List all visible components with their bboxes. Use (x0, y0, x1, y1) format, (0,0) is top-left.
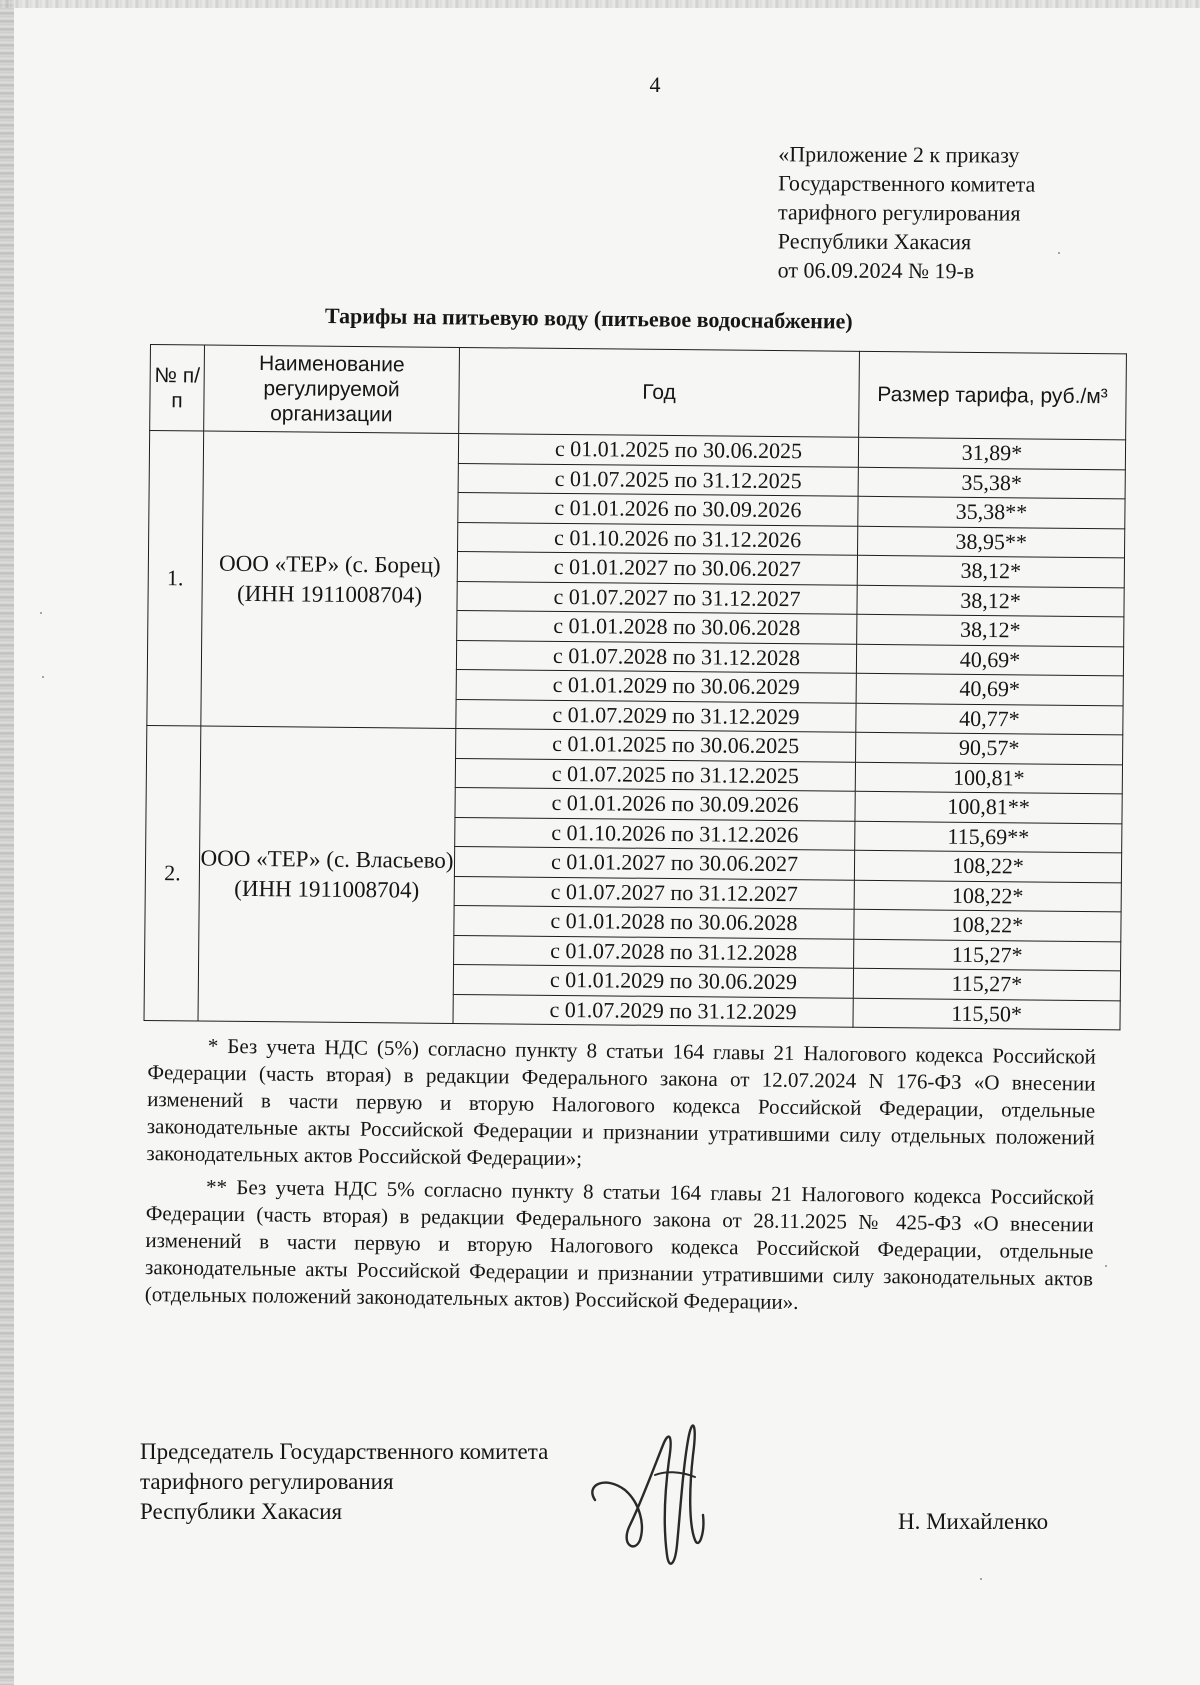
footnote-1: * Без учета НДС (5%) согласно пункту 8 статьи 164 главы 21 Налогового кодекса Российской Федерации (часть вторая) в редакции Федерального закона от 12.07.2024 N 176-ФЗ «О внесении изменений в части первую и вторую Налогового кодекса Российской Федерации, отдельные законодательные акты Российской Федерации и признании утратившими силу отдельных положений законодательных актов Российской Федерации»; (146, 1033, 1096, 1171)
appendix-line: Государственного комитета (778, 170, 1036, 197)
signatory-position-line: Республики Хакасия (140, 1499, 343, 1524)
header-rate: Размер тарифа, руб./м³ (859, 351, 1127, 440)
organization-cell: ООО «ТЕР» (с. Власьево) (ИНН 1911008704) (198, 726, 456, 1023)
footnote-2: ** Без учета НДС 5% согласно пункту 8 статьи 164 главы 21 Налогового кодекса Российской Федерации (часть вторая) в редакции Федерального закона от 28.11.2025 № 425-ФЗ «О внесении изменений в части первую и вторую Налогового кодекса Российской Федерации, отдельные законодательные акты Российской Федерации и признании утратившими силу законодательных актов (отдельных положений законодательных актов) Российской Федерации». (144, 1174, 1095, 1314)
period-cell: с 01.10.2026 по 31.12.2026 (458, 522, 858, 555)
scan-speck (1105, 1265, 1107, 1267)
period-cell: с 01.01.2028 по 30.06.2028 (454, 905, 854, 938)
signatory-name: Н. Михайленко (898, 1509, 1049, 1534)
tariff-rate-cell: 40,69* (856, 644, 1123, 676)
tariff-rate-cell: 31,89* (858, 437, 1125, 469)
organization-cell: ООО «ТЕР» (с. Борец) (ИНН 1911008704) (201, 431, 459, 728)
period-cell: с 01.07.2028 по 31.12.2028 (454, 935, 854, 968)
table-body (144, 431, 1126, 1030)
period-cell: с 01.07.2029 по 31.12.2029 (456, 699, 856, 732)
tariff-rate-cell: 38,12* (857, 585, 1124, 617)
period-cell: с 01.07.2029 по 31.12.2029 (453, 994, 853, 1027)
header-org: Наименование регулируемой организации (204, 345, 460, 433)
tariff-rate-cell: 38,12* (857, 555, 1124, 587)
tariff-rate-cell: 115,27* (854, 939, 1121, 971)
appendix-line: от 06.09.2024 № 19-в (777, 257, 975, 284)
tariff-rate-cell: 115,50* (853, 998, 1120, 1030)
scan-edge-left (0, 0, 14, 1685)
tariff-rate-cell: 40,69* (856, 673, 1123, 705)
handwritten-signature (585, 1405, 750, 1575)
scan-speck (40, 612, 42, 614)
period-cell: с 01.07.2025 по 31.12.2025 (458, 463, 858, 496)
tariff-table-container (144, 344, 1126, 1030)
header-year: Год (459, 347, 860, 437)
period-cell: с 01.01.2027 по 30.06.2027 (457, 551, 857, 584)
tariff-rate-cell: 100,81** (855, 791, 1122, 823)
tariff-rate-cell: 108,22* (854, 850, 1121, 882)
document-title: Тарифы на питьевую воду (питьевое водоснабжение) (324, 303, 853, 334)
scan-edge-top (0, 0, 1200, 8)
scan-speck (42, 676, 44, 678)
appendix-line: «Приложение 2 к приказу (778, 141, 1020, 168)
period-cell: с 01.01.2025 по 30.06.2025 (458, 433, 858, 466)
footnotes (145, 1032, 1096, 1326)
period-cell: с 01.01.2025 по 30.06.2025 (456, 728, 856, 761)
tariff-rate-cell: 38,12* (857, 614, 1124, 646)
period-cell: с 01.01.2026 по 30.09.2026 (458, 492, 858, 525)
appendix-line: Республики Хакасия (777, 228, 972, 255)
signatory-position (140, 1437, 548, 1527)
tariff-rate-cell: 100,81* (855, 762, 1122, 794)
period-cell: с 01.07.2027 по 31.12.2027 (457, 581, 857, 614)
period-cell: с 01.07.2025 по 31.12.2025 (455, 758, 855, 791)
table-header-row (150, 345, 1127, 440)
row-number-cell: 1. (147, 431, 204, 727)
tariff-rate-cell: 40,77* (856, 703, 1123, 735)
tariff-rate-cell: 115,69** (855, 821, 1122, 853)
scan-speck (980, 1578, 982, 1580)
signatory-position-line: тарифного регулирования (140, 1469, 394, 1494)
tariff-rate-cell: 35,38* (858, 467, 1125, 499)
tariff-rate-cell: 108,22* (854, 880, 1121, 912)
appendix-reference (778, 139, 1036, 285)
period-cell: с 01.07.2028 по 31.12.2028 (456, 640, 856, 673)
tariff-rate-cell: 38,95** (858, 526, 1125, 558)
tariff-rate-cell: 115,27* (853, 968, 1120, 1000)
period-cell: с 01.01.2028 по 30.06.2028 (457, 610, 857, 643)
appendix-line: тарифного регулирования (777, 199, 1021, 226)
tariff-rate-cell: 90,57* (856, 732, 1123, 764)
scan-speck (1058, 252, 1060, 254)
signatory-position-line: Председатель Государственного комитета (140, 1439, 549, 1464)
period-cell: с 01.07.2027 по 31.12.2027 (454, 876, 854, 909)
period-cell: с 01.10.2026 по 31.12.2026 (455, 817, 855, 850)
header-num: № п/п (150, 345, 205, 432)
page-number: 4 (649, 72, 661, 97)
row-number-cell: 2. (144, 725, 201, 1021)
period-cell: с 01.01.2029 по 30.06.2029 (453, 964, 853, 997)
period-cell: с 01.01.2029 по 30.06.2029 (456, 669, 856, 702)
period-cell: с 01.01.2027 по 30.06.2027 (454, 846, 854, 879)
tariff-rate-cell: 108,22* (854, 909, 1121, 941)
period-cell: с 01.01.2026 по 30.09.2026 (455, 787, 855, 820)
tariff-table (144, 344, 1127, 1030)
tariff-rate-cell: 35,38** (858, 496, 1125, 528)
